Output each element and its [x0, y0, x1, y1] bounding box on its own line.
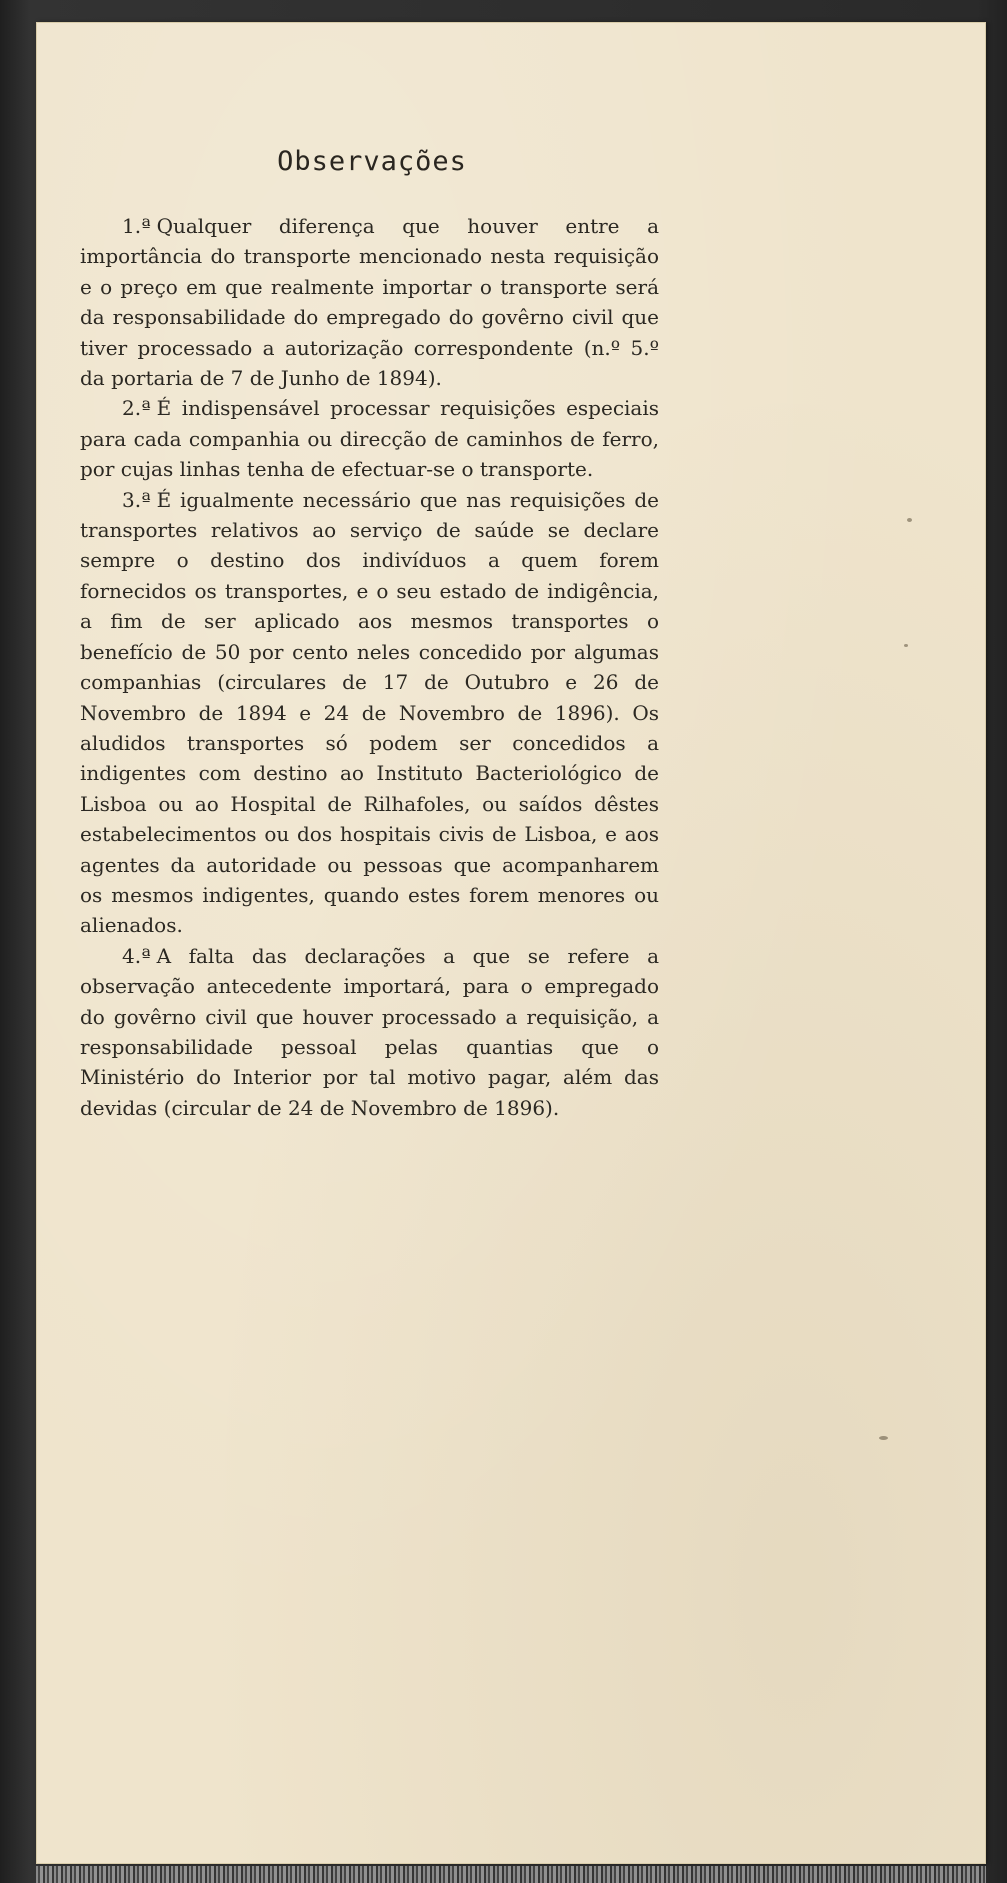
- paper-speck: [879, 1436, 888, 1440]
- observation-number: 3.ª: [122, 487, 151, 512]
- observation-text: A falta das declarações a que se refere a observação antecedente importará, para o empregado do govêrno civil que houver processado a requisição, a responsabilidade pessoal pelas quantias que o Ministério do Interior por tal motivo pagar, além das devidas (circular de 24 de Novembro de 1896).: [80, 943, 659, 1120]
- observation-number: 2.ª: [122, 396, 151, 421]
- observation-paragraph-3: [80, 485, 659, 941]
- observation-paragraph-2: [80, 393, 659, 484]
- observation-number: 1.ª: [122, 214, 151, 238]
- page-title: Observações: [277, 146, 467, 177]
- observation-text: Qualquer diferença que houver entre a importância do transporte mencionado nesta requisição e o preço em que realmente importar o transporte será da responsabilidade do empregado do govêrno civil que tiver processado a autorização correspondente (n.º 5.º da portaria de 7 de Junho de 1894).: [80, 214, 659, 391]
- observation-paragraph-1: [80, 211, 659, 393]
- paper-speck: [904, 644, 908, 647]
- observations-body: [80, 211, 659, 1123]
- observation-text: É indispensável processar requisições especiais para cada companhia ou direcção de caminhos de ferro, por cujas linhas tenha de efectuar-se o transporte.: [80, 396, 659, 482]
- observation-number: 4.ª: [122, 943, 151, 968]
- observation-text: É igualmente necessário que nas requisições de transportes relativos ao serviço de saúde se declare sempre o destino dos indivíduos a quem forem fornecidos os transportes, e o seu estado de indigência, a fim de ser aplicado aos mesmos transportes o benefício de 50 por cento neles concedido por algumas companhias (circulares de 17 de Outubro e 26 de Novembro de 1894 e 24 de Novembro de 1896). Os aludidos transportes só podem ser concedidos a indigentes com destino ao Instituto Bacteriológico de Lisboa ou ao Hospital de Rilhafoles, ou saídos dêstes estabelecimentos ou dos hospitais civis de Lisboa, e aos agentes da autoridade ou pessoas que acompanharem os mesmos indigentes, quando estes forem menores ou alienados.: [80, 487, 659, 938]
- scan-scale-strip: [36, 1866, 986, 1883]
- observation-paragraph-4: [80, 941, 659, 1123]
- paper-speck: [907, 518, 912, 522]
